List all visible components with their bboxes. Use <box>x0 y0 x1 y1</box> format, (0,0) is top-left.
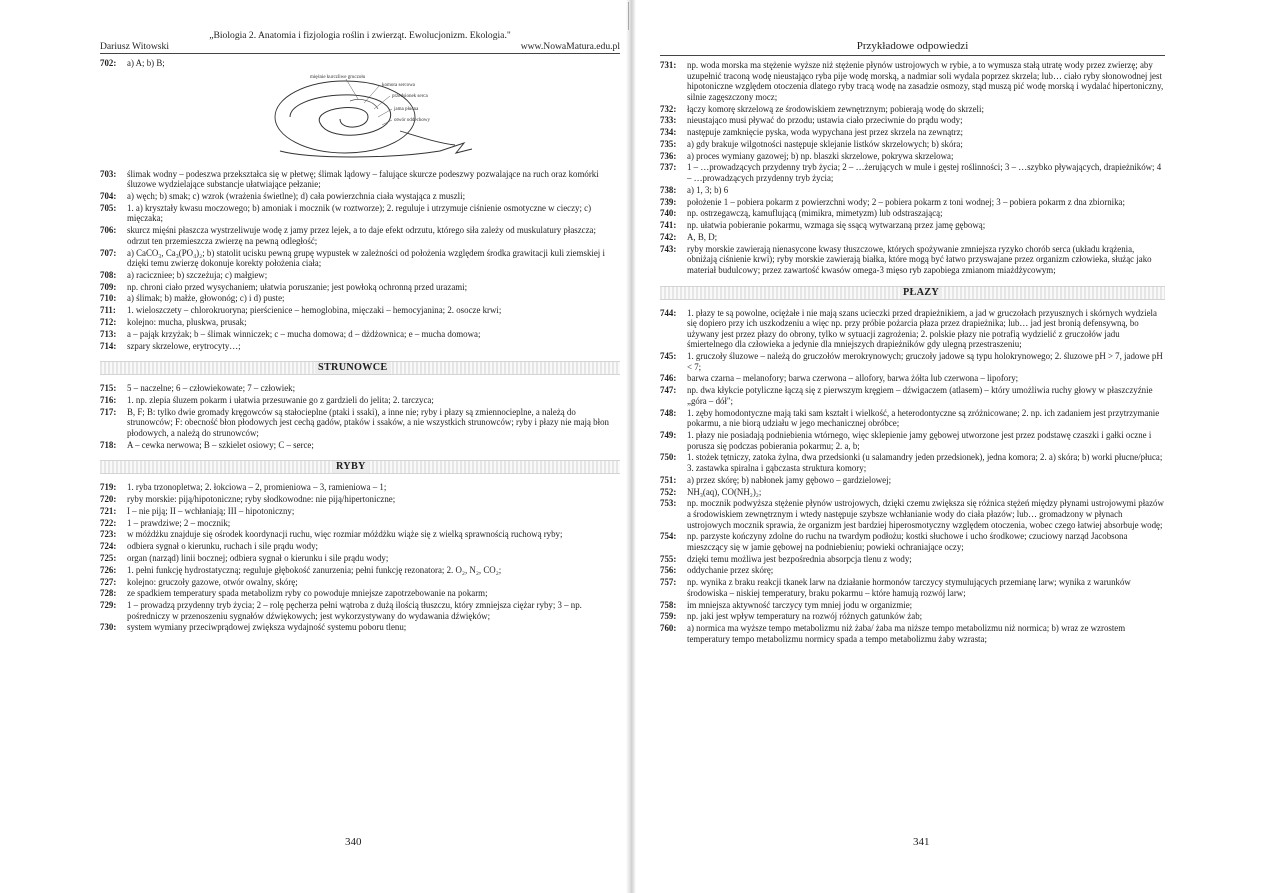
section-title-strunowce: STRUNOWCE <box>315 362 391 374</box>
answer-text: organ (narząd) linii bocznej; odbiera sygnał o kierunku i sile prądu wody; <box>127 552 389 563</box>
answer-text: 1. a) kryształy kwasu moczowego; b) amoniak i mocznik (w roztworze); 2. reguluje i utrzymuje ciśnienie osmotyczne w cieczy; c) mięczaka; <box>127 202 592 224</box>
answer-text: A, B, D; <box>687 231 718 242</box>
answer-item <box>660 487 1165 498</box>
answer-number: 752: <box>660 486 677 497</box>
answer-text: NH₃(aq), CO(NH₂)₂; <box>687 486 762 497</box>
answer-item <box>100 407 620 439</box>
answer-item <box>100 293 620 304</box>
answer-text: a) gdy brakuje wilgotności następuje sklejanie listków skrzelowych; b) skóra; <box>687 138 963 149</box>
answer-number: 757: <box>660 577 677 588</box>
answer-item <box>660 60 1165 102</box>
answer-item <box>100 588 620 599</box>
section-band-plazy <box>660 286 1165 300</box>
answer-item <box>100 622 620 633</box>
answer-item <box>100 270 620 281</box>
answer-item <box>100 565 620 576</box>
answer-number: 720: <box>100 494 117 505</box>
answer-item <box>660 162 1165 183</box>
answer-number: 746: <box>660 373 677 384</box>
answer-item <box>660 185 1165 196</box>
answer-item <box>660 430 1165 451</box>
answer-text: I – nie piją; II – wchłaniają; III – hipotoniczny; <box>127 505 295 516</box>
answer-text: a) ślimak; b) małże, głowonóg; c) i d) puste; <box>127 293 285 304</box>
answer-item <box>100 506 620 517</box>
answer-item <box>660 208 1165 219</box>
answer-text: łączy komorę skrzelową ze środowiskiem zewnętrznym; pobierają wodę do skrzeli; <box>687 103 984 114</box>
answer-number: 708: <box>100 269 117 280</box>
answer-item <box>660 127 1165 138</box>
items-block-a <box>100 58 620 69</box>
answer-item <box>100 529 620 540</box>
answer-item <box>660 577 1165 598</box>
answer-number: 732: <box>660 103 677 114</box>
answer-text: a – pająk krzyżak; b – ślimak winniczek; c – mucha domowa; d – dżdżownica; e – mucha domowa; <box>127 328 481 339</box>
figure-label-atrium: przedsionek serca <box>392 93 428 99</box>
answer-number: 705: <box>100 202 117 213</box>
section-title-ryby: RYBY <box>333 461 369 473</box>
answer-number: 706: <box>100 225 117 236</box>
answer-item <box>100 494 620 505</box>
answer-item <box>100 577 620 588</box>
answer-item <box>660 351 1165 372</box>
answer-text: kolejno: gruczoły gazowe, otwór owalny, skórę; <box>127 576 298 587</box>
answer-item <box>100 329 620 340</box>
answer-text: barwa czarna – melanofory; barwa czerwona – allofory, barwa żółta lub czerwona – lipofory; <box>687 373 1019 384</box>
answer-item <box>660 197 1165 208</box>
answer-text: 1. wieloszczety – chlorokruoryna; pierścienice – hemoglobina, mięczaki – hemocyjanina; 2. osocze krwi; <box>127 305 502 316</box>
answer-item <box>100 600 620 621</box>
answer-item <box>660 554 1165 565</box>
answer-text: np. parzyste kończyny zdolne do ruchu na twardym podłożu; kostki słuchowe i ucho środkowe; czuciowy narząd Jacobsona mieszczący się w jamie gębowej na podniebieniu; powieki ochraniające oczy; <box>687 531 1128 552</box>
answer-text: np. wynika z braku reakcji tkanek larw na działanie hormonów tarczycy stymulujących przemianę larw; wynika z warunków środowiska – niskiej temperatury, braku pokarmu – które hamują rozwój larw; <box>687 577 1131 598</box>
answer-item <box>660 565 1165 576</box>
answer-item <box>660 452 1165 473</box>
answer-item <box>660 244 1165 276</box>
answer-item <box>660 623 1165 644</box>
page-gutter <box>626 0 636 893</box>
answer-item <box>100 305 620 316</box>
answer-text: ze spadkiem temperatury spada metabolizm ryby co powoduje mniejsze zapotrzebowanie na pokarm; <box>127 588 488 599</box>
answer-text: kolejno: mucha, pluskwa, prusak; <box>127 317 247 327</box>
answer-item <box>100 440 620 451</box>
section-title-plazy: PŁAZY <box>900 287 942 299</box>
answer-text: 1. np. zlepia śluzem pokarm i ułatwia przesuwanie go z gardzieli do jelita; 2. tarczyca; <box>127 394 434 405</box>
snail-figure <box>100 73 620 161</box>
answer-number: 758: <box>660 599 677 610</box>
right-page-content <box>660 60 1165 644</box>
answer-number: 726: <box>100 564 117 575</box>
figure-label-heart-chamber: komora sercowa <box>382 82 415 88</box>
answer-text: system wymiany przeciwprądowej zwiększa wydajność systemu poboru tlenu; <box>127 622 407 633</box>
answer-text: A – cewka nerwowa; B – szkielet osiowy; C – serce; <box>127 439 314 450</box>
answer-item <box>100 191 620 202</box>
answer-number: 723: <box>100 529 117 540</box>
answer-number: 711: <box>100 305 116 316</box>
answer-text: np. jaki jest wpływ temperatury na rozwój różnych gatunków żab; <box>687 611 923 622</box>
answer-number: 715: <box>100 383 117 394</box>
snail-anatomy-illustration <box>250 73 480 161</box>
answer-text: położenie 1 – pobiera pokarm z powierzchni wody; 2 – pobiera pokarm z toni wodnej; 3 – pobiera pokarm z dna zbiornika; <box>687 196 1125 207</box>
answer-text: 1. ryba trzonopletwa; 2. łokciowa – 2, promieniowa – 3, ramieniowa – 1; <box>127 482 387 493</box>
section-band-ryby <box>100 460 620 474</box>
answer-number: 717: <box>100 406 117 417</box>
answer-number: 735: <box>660 138 677 149</box>
answer-item <box>100 341 620 352</box>
left-page <box>100 30 620 634</box>
answer-text: a) raciczniee; b) szczeżuja; c) małgiew; <box>127 269 268 280</box>
answer-number: 724: <box>100 541 117 552</box>
answer-number: 714: <box>100 340 117 351</box>
items-block-f <box>660 308 1165 645</box>
answer-item <box>660 498 1165 530</box>
answer-number: 733: <box>660 115 677 126</box>
book-title: „Biologia 2. Anatomia i fizjologia roślin i zwierząt. Ewolucjonizm. Ekologia." <box>209 30 511 41</box>
answer-number: 731: <box>660 60 677 70</box>
answer-number: 744: <box>660 307 677 318</box>
answer-number: 709: <box>100 281 117 292</box>
answer-text: 1. zęby homodontyczne mają taki sam kształt i wielkość, a heterodontyczne są zróżnicowane; 2. np. ich zadaniem jest przytrzymanie pokarmu, a nie biorą udziału w jego mechanicznej obróbce; <box>687 407 1160 429</box>
right-page-number: 341 <box>913 836 930 848</box>
answer-text: a) A; b) B; <box>127 58 165 68</box>
answer-number: 740: <box>660 208 677 219</box>
answer-text: a) węch; b) smak; c) wzrok (wrażenia świetlne); d) cała powierzchnia ciała wystająca z muszli; <box>127 190 466 201</box>
answer-number: 753: <box>660 498 677 509</box>
answer-number: 727: <box>100 576 117 587</box>
items-block-b <box>100 169 620 352</box>
answer-item <box>100 169 620 190</box>
answer-number: 749: <box>660 430 677 440</box>
answer-text: np. chroni ciało przed wysychaniem; ułatwia poruszanie; jest powłoką ochronną przed urazami; <box>127 281 468 292</box>
answer-number: 759: <box>660 611 677 622</box>
items-block-e <box>660 60 1165 276</box>
answer-number: 739: <box>660 196 677 207</box>
answer-text: a) normica ma wyższe tempo metabolizmu niż żaba/ żaba ma niższe tempo metabolizmu niż normica; b) wraz ze wzrostem temperatury tempo metabolizmu normicy spada a tempo metabolizmu żaby wzrasta; <box>687 623 1126 644</box>
answer-text: np. ułatwia pobieranie pokarmu, wzmaga się ssącą wytwarzaną przez jamę gębową; <box>687 220 986 231</box>
figure-label-lung-cavity: jama płucna <box>394 106 419 112</box>
answer-text: ryby morskie zawierają nienasycone kwasy tłuszczowe, których spożywanie zmniejsza ryzyko chorób serca (układu krążenia, obniżają ciśnienie krwi); ryby morskie zawierają białka, które mogą być łatwo przyswajane przez organizm człowieka, służąc jako materiał budulcowy; przez zawartość kwasów omega-3 mięso ryb zapobiega zmianom miażdżycowym; <box>687 243 1152 275</box>
answer-text: 5 – naczelne; 6 – człowiekowate; 7 – człowiek; <box>127 383 296 394</box>
answer-number: 710: <box>100 293 117 304</box>
answer-text: B, F; B: tylko dwie gromady kręgowców są stałocieplne (ptaki i ssaki), a inne nie; ryby i płazy są zmiennocieplne, a należą do strunowców; F: obecność błon płodowych jest cechą gadów, ptaków i ssaków, a nie wszystkich strunowców; ryby i płazy nie mają błon płodowych, a należą do strunowców; <box>127 406 609 438</box>
answer-number: 707: <box>100 247 117 258</box>
answer-number: 734: <box>660 127 677 138</box>
answer-number: 755: <box>660 553 677 564</box>
answer-text: a) proces wymiany gazowej; b) np. blaszki skrzelowe, pokrywa skrzelowa; <box>687 150 954 161</box>
answer-text: a) 1, 3; b) 6 <box>687 184 729 195</box>
answer-number: 750: <box>660 452 677 463</box>
answer-number: 719: <box>100 482 117 493</box>
answer-number: 756: <box>660 565 677 576</box>
answer-number: 754: <box>660 531 677 542</box>
answer-number: 745: <box>660 351 677 362</box>
answer-text: np. mocznik podwyższa stężenie płynów ustrojowych, dzięki czemu zwiększa się różnica stężeń między płynami ustrojowymi płazów a środowiskiem zewnętrznym i wtedy następuje szybsze wchłanianie wody do ciała płazów; lub… gromadzony w płynach ustrojowych mocznik sprawia, że organizm jest bardziej hiperosmotyczny względem otoczenia, wobec czego łatwiej absorbuje wodę; <box>687 498 1164 530</box>
answer-item <box>100 317 620 328</box>
binding-mark <box>628 2 639 30</box>
answer-number: 760: <box>660 623 677 634</box>
answer-item <box>100 225 620 246</box>
left-page-content <box>100 58 620 633</box>
answer-number: 729: <box>100 600 117 611</box>
answer-number: 716: <box>100 394 117 405</box>
section-band-strunowce <box>100 361 620 375</box>
answer-number: 751: <box>660 474 677 485</box>
answer-item <box>100 482 620 493</box>
figure-label-muscle: mięśnie kurczliwe gruczołu <box>310 74 366 80</box>
answer-item <box>660 308 1165 350</box>
figure-label-breathing-opening: otwór oddechowy <box>394 117 430 123</box>
answer-item <box>660 151 1165 162</box>
answer-item <box>660 373 1165 384</box>
answer-item <box>100 203 620 224</box>
answer-number: 713: <box>100 328 117 339</box>
answer-text: a) przez skórę; b) nabłonek jamy gębowo – gardzielowej; <box>687 474 892 485</box>
answer-item <box>100 395 620 406</box>
answer-text: odbiera sygnał o kierunku, ruchach i sile prądu wody; <box>127 541 319 552</box>
answer-item <box>660 385 1165 406</box>
answer-text: następuje zamknięcie pyska, woda wypychana jest przez skrzela na zewnątrz; <box>687 127 963 138</box>
left-page-header <box>100 30 620 54</box>
answer-number: 747: <box>660 385 677 396</box>
author-name: Dariusz Witowski <box>100 41 169 52</box>
answer-text: im mniejsza aktywność tarczycy tym mniej jodu w organizmie; <box>687 599 913 610</box>
answer-number: 743: <box>660 243 677 254</box>
answer-item <box>660 220 1165 231</box>
answer-item <box>100 518 620 529</box>
answer-number: 736: <box>660 150 677 161</box>
answer-number: 728: <box>100 588 117 599</box>
answer-text: 1 – prawdziwe; 2 – mocznik; <box>127 517 231 528</box>
answer-item <box>100 383 620 394</box>
answer-text: np. woda morska ma stężenie wyższe niż stężenie płynów ustrojowych w rybie, a to wymusza stałą utratę wody przez zwierzę; aby uzupełnić traconą wodę nieustająco ryba pije wodę morską, a nadmiar soli wydala poprzez skrzela; lub… ciało ryby słonowodnej jest hipotoniczne względem otoczenia dlatego ryby tracą wodę na zasadzie osmozy, stąd muszą pić wodę morską i wydalać hipertoniczny, silnie zagęszczony mocz; <box>687 60 1164 102</box>
answer-item <box>660 475 1165 486</box>
answer-number: 703: <box>100 168 117 179</box>
answer-item <box>660 611 1165 622</box>
answer-item <box>100 248 620 269</box>
answer-text: np. dwa kłykcie potyliczne łączą się z pierwszym kręgiem – dźwigaczem (atlasem) – który umożliwia ruchy głowy w płaszczyźnie „góra – dół"; <box>687 385 1153 406</box>
website-link[interactable]: www.NowaMatura.edu.pl <box>520 41 620 52</box>
answer-item <box>660 104 1165 115</box>
answer-text: oddychanie przez skórę; <box>687 565 774 576</box>
answer-text: 1. płazy te są powolne, ociężałe i nie mają szans ucieczki przed drapieżnikiem, a jad w gruczołach przyusznych i skórnych wydziela się dopiero przy ich uszkodzeniu a więc np. przy próbie pożarcia płaza przez drapieżnika; lub… jad jest bronią defensywną, bo używany jest przez płazy do obrony, tylko w sytuacji zagrożenia; 2. polskie płazy nie potrafią wydzielić z gruczołów jadu śmiertelnego dla człowieka a jedynie dla mniejszych drapieżników gdy ulegną przestraszeniu; <box>687 307 1157 350</box>
answer-item <box>100 553 620 564</box>
right-page <box>660 30 1165 646</box>
answer-number: 725: <box>100 552 117 563</box>
answer-number: 748: <box>660 407 677 418</box>
left-page-number: 340 <box>345 836 362 848</box>
answer-number: 722: <box>100 517 117 528</box>
answer-number: 702: <box>100 58 117 68</box>
answer-text: 1. stożek tętniczy, zatoka żylna, dwa przedsionki (u salamandry jeden przedsionek), jedna komora; 2. a) skóra; b) worki płucne/płuca; 3. zastawka spiralna i gąbczasta struktura komory; <box>687 452 1163 473</box>
answer-text: 1. płazy nie posiadają podniebienia wtórnego, więc sklepienie jamy gębowej utworzone jest przez podstawę czaszki i gałki oczne i porusza się podczas pobierania pokarmu; 2. a, b; <box>687 430 1152 451</box>
answer-text: 1 – …prowadzących przydenny tryb życia; 2 – …żerujących w mule i gęstej roślinności; 3 – …szybko pływających, drapieżników; 4 – …prowadzących przydenny tryb życia; <box>687 162 1162 184</box>
right-page-header: Przykładowe odpowiedzi <box>660 40 1165 56</box>
items-block-c <box>100 383 620 450</box>
answer-text: np. ostrzegawczą, kamuflującą (mimikra, mimetyzm) lub odstraszającą; <box>687 208 943 219</box>
answer-item <box>100 282 620 293</box>
answer-number: 704: <box>100 190 117 201</box>
answer-text: skurcz mięśni płaszcza wystrzeliwuje wodę z jamy przez lejek, a to daje efekt odrzutu, którego siła zależy od muskulatury płaszcza; odrzut ten przemieszcza zwierzę na pewną odległość; <box>127 225 596 246</box>
answer-text: szpary skrzelowe, erytrocyty…; <box>127 340 241 351</box>
answer-number: 738: <box>660 184 677 195</box>
answer-text: 1. pełni funkcję hydrostatyczną; reguluje głębokość zanurzenia; pełni funkcję rezonatora; 2. O₂, N₂, CO₂; <box>127 564 502 575</box>
answer-number: 721: <box>100 505 117 516</box>
answer-text: 1. gruczoły śluzowe – należą do gruczołów merokrynowych; gruczoły jadowe są typu holokrynowego; 2. śluzowe pH > 7, jadowe pH < 7; <box>687 351 1163 372</box>
answer-text: ryby morskie: piją/hipotoniczne; ryby słodkowodne: nie piją/hipertoniczne; <box>127 494 396 505</box>
answer-number: 742: <box>660 231 677 242</box>
answer-item <box>660 139 1165 150</box>
answer-text: dzięki temu możliwa jest bezpośrednia absorpcja tlenu z wody; <box>687 553 912 564</box>
answer-text: 1 – prowadzą przydenny tryb życia; 2 – rolę pęcherza pełni wątroba z dużą ilością tłuszczu, który zmniejsza ciężar ryby; 3 – np. pośredniczy w przenoszeniu sygnałów dźwiękowych; jest wykorzystywany do wydawania dźwięków; <box>127 600 582 621</box>
answer-text: nieustająco musi pływać do przodu; ustawia ciało przeciwnie do prądu wody; <box>687 115 963 126</box>
answer-item <box>660 232 1165 243</box>
answer-number: 730: <box>100 622 117 633</box>
answer-item <box>660 408 1165 429</box>
answer-item <box>100 541 620 552</box>
answer-number: 712: <box>100 317 117 327</box>
answer-number: 737: <box>660 162 677 173</box>
answer-text: a) CaCO₃, Ca₃(PO₄)₂; b) statolit ucisku pewną grupę wypustek w zależności od położenia względem środka grawitacji kuli ziemskiej i dzięki temu zwierzę dokonuje korekty położenia ciała; <box>127 247 605 269</box>
answer-item <box>100 58 620 69</box>
answer-item <box>660 531 1165 552</box>
answer-text: w móżdżku znajduje się ośrodek koordynacji ruchu, więc rozmiar móżdżku wiąże się z wielką sprawnością ruchową ryby; <box>127 529 563 540</box>
answer-text: ślimak wodny – podeszwa przekształca się w płetwę; ślimak lądowy – falujące skurcze podeszwy pozwalające na ruch oraz komórki śluzowe wydzielające substancje ułatwiające pełzanie; <box>127 168 599 190</box>
answer-number: 741: <box>660 220 677 231</box>
answer-item <box>660 600 1165 611</box>
items-block-d <box>100 482 620 633</box>
answer-number: 718: <box>100 439 117 450</box>
answer-item <box>660 115 1165 126</box>
